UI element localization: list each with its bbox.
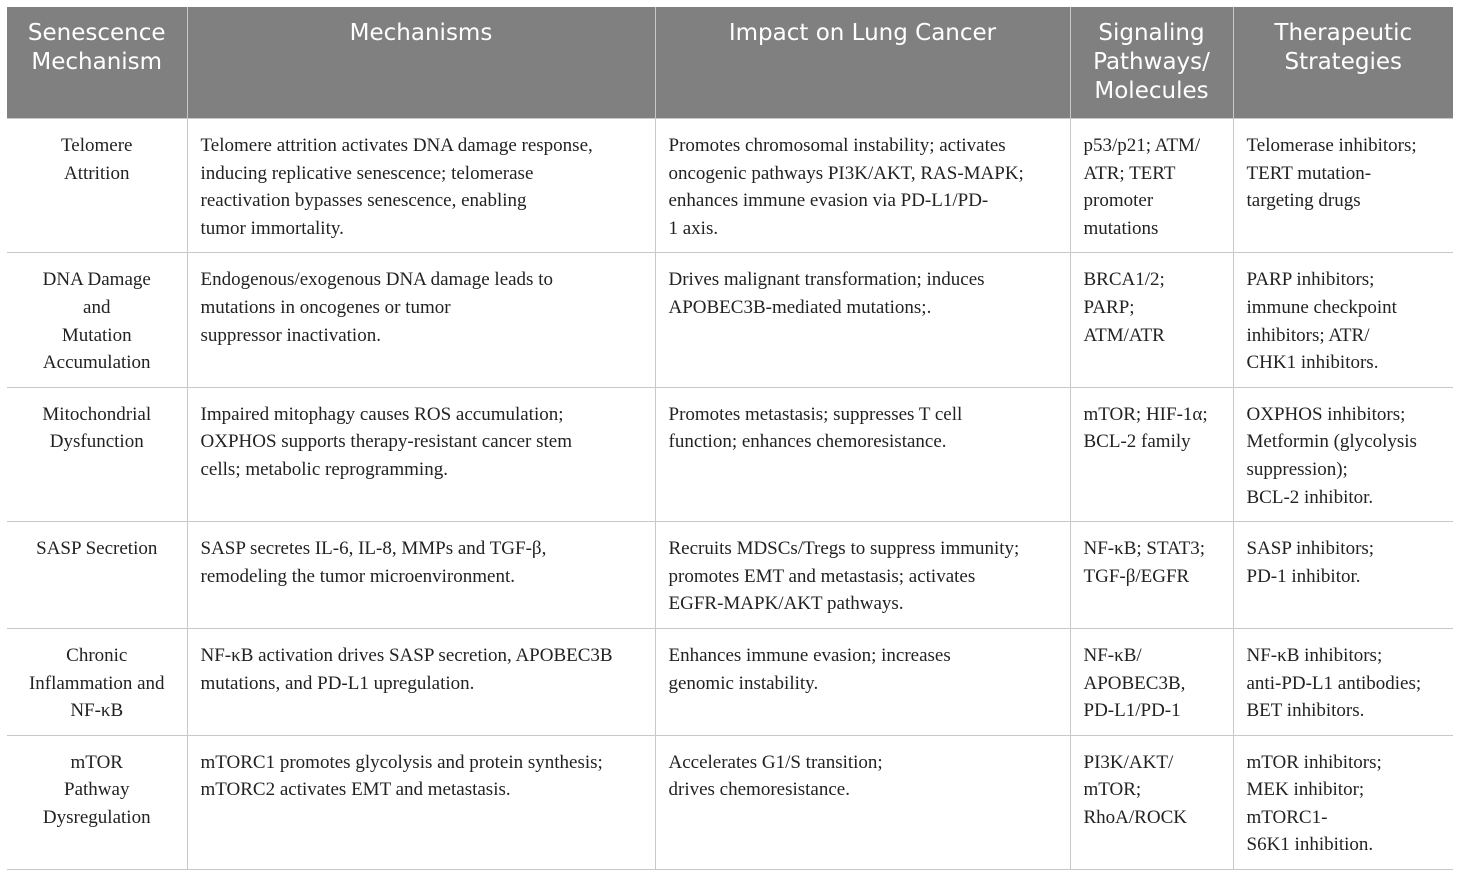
cell-signaling: BRCA1/2; PARP; ATM/ATR — [1070, 253, 1233, 387]
cell-signaling: mTOR; HIF-1α; BCL-2 family — [1070, 387, 1233, 521]
cell-impact: Enhances immune evasion; increases genomic instability. — [655, 628, 1070, 735]
cell-therapeutic: SASP inhibitors; PD-1 inhibitor. — [1233, 522, 1453, 629]
cell-therapeutic: OXPHOS inhibitors; Metformin (glycolysis suppression); BCL-2 inhibitor. — [1233, 387, 1453, 521]
header-mechanisms: Mechanisms — [187, 7, 655, 119]
table-row — [7, 119, 1453, 253]
senescence-mechanisms-table — [7, 7, 1453, 870]
cell-signaling: NF-κB/ APOBEC3B, PD-L1/PD-1 — [1070, 628, 1233, 735]
table-body — [7, 119, 1453, 870]
cell-therapeutic: mTOR inhibitors; MEK inhibitor; mTORC1- S6K1 inhibition. — [1233, 735, 1453, 869]
cell-impact: Accelerates G1/S transition; drives chemoresistance. — [655, 735, 1070, 869]
cell-signaling: PI3K/AKT/ mTOR; RhoA/ROCK — [1070, 735, 1233, 869]
table-row — [7, 387, 1453, 521]
table-row — [7, 735, 1453, 869]
cell-mechanisms: Impaired mitophagy causes ROS accumulation; OXPHOS supports therapy-resistant cancer stem cells; metabolic reprogramming. — [187, 387, 655, 521]
cell-mechanisms: NF-κB activation drives SASP secretion, APOBEC3B mutations, and PD-L1 upregulation. — [187, 628, 655, 735]
table-row — [7, 522, 1453, 629]
cell-mechanisms: Telomere attrition activates DNA damage response, inducing replicative senescence; telomerase reactivation bypasses senescence, enabling tumor immortality. — [187, 119, 655, 253]
header-impact-on-lung-cancer: Impact on Lung Cancer — [655, 7, 1070, 119]
header-therapeutic-strategies: Therapeutic Strategies — [1233, 7, 1453, 119]
cell-mechanisms: mTORC1 promotes glycolysis and protein synthesis; mTORC2 activates EMT and metastasis. — [187, 735, 655, 869]
cell-impact: Recruits MDSCs/Tregs to suppress immunity; promotes EMT and metastasis; activates EGFR-MAPK/AKT pathways. — [655, 522, 1070, 629]
cell-impact: Promotes metastasis; suppresses T cell function; enhances chemoresistance. — [655, 387, 1070, 521]
cell-senescence-mechanism: SASP Secretion — [7, 522, 187, 629]
cell-impact: Drives malignant transformation; induces APOBEC3B-mediated mutations;. — [655, 253, 1070, 387]
cell-mechanisms: SASP secretes IL-6, IL-8, MMPs and TGF-β, remodeling the tumor microenvironment. — [187, 522, 655, 629]
cell-senescence-mechanism: mTOR Pathway Dysregulation — [7, 735, 187, 869]
cell-senescence-mechanism: DNA Damage and Mutation Accumulation — [7, 253, 187, 387]
table-header — [7, 7, 1453, 119]
cell-mechanisms: Endogenous/exogenous DNA damage leads to mutations in oncogenes or tumor suppressor inactivation. — [187, 253, 655, 387]
senescence-table-container — [7, 7, 1453, 870]
table-row — [7, 253, 1453, 387]
cell-impact: Promotes chromosomal instability; activates oncogenic pathways PI3K/AKT, RAS-MAPK; enhances immune evasion via PD-L1/PD- 1 axis. — [655, 119, 1070, 253]
cell-therapeutic: NF-κB inhibitors; anti-PD-L1 antibodies; BET inhibitors. — [1233, 628, 1453, 735]
cell-signaling: p53/p21; ATM/ ATR; TERT promoter mutations — [1070, 119, 1233, 253]
table-row — [7, 628, 1453, 735]
cell-senescence-mechanism: Telomere Attrition — [7, 119, 187, 253]
cell-signaling: NF-κB; STAT3; TGF-β/EGFR — [1070, 522, 1233, 629]
header-signaling-pathways: Signaling Pathways/ Molecules — [1070, 7, 1233, 119]
cell-therapeutic: PARP inhibitors; immune checkpoint inhibitors; ATR/ CHK1 inhibitors. — [1233, 253, 1453, 387]
cell-senescence-mechanism: Chronic Inflammation and NF-κB — [7, 628, 187, 735]
cell-therapeutic: Telomerase inhibitors; TERT mutation- targeting drugs — [1233, 119, 1453, 253]
cell-senescence-mechanism: Mitochondrial Dysfunction — [7, 387, 187, 521]
header-row — [7, 7, 1453, 119]
header-senescence-mechanism: Senescence Mechanism — [7, 7, 187, 119]
